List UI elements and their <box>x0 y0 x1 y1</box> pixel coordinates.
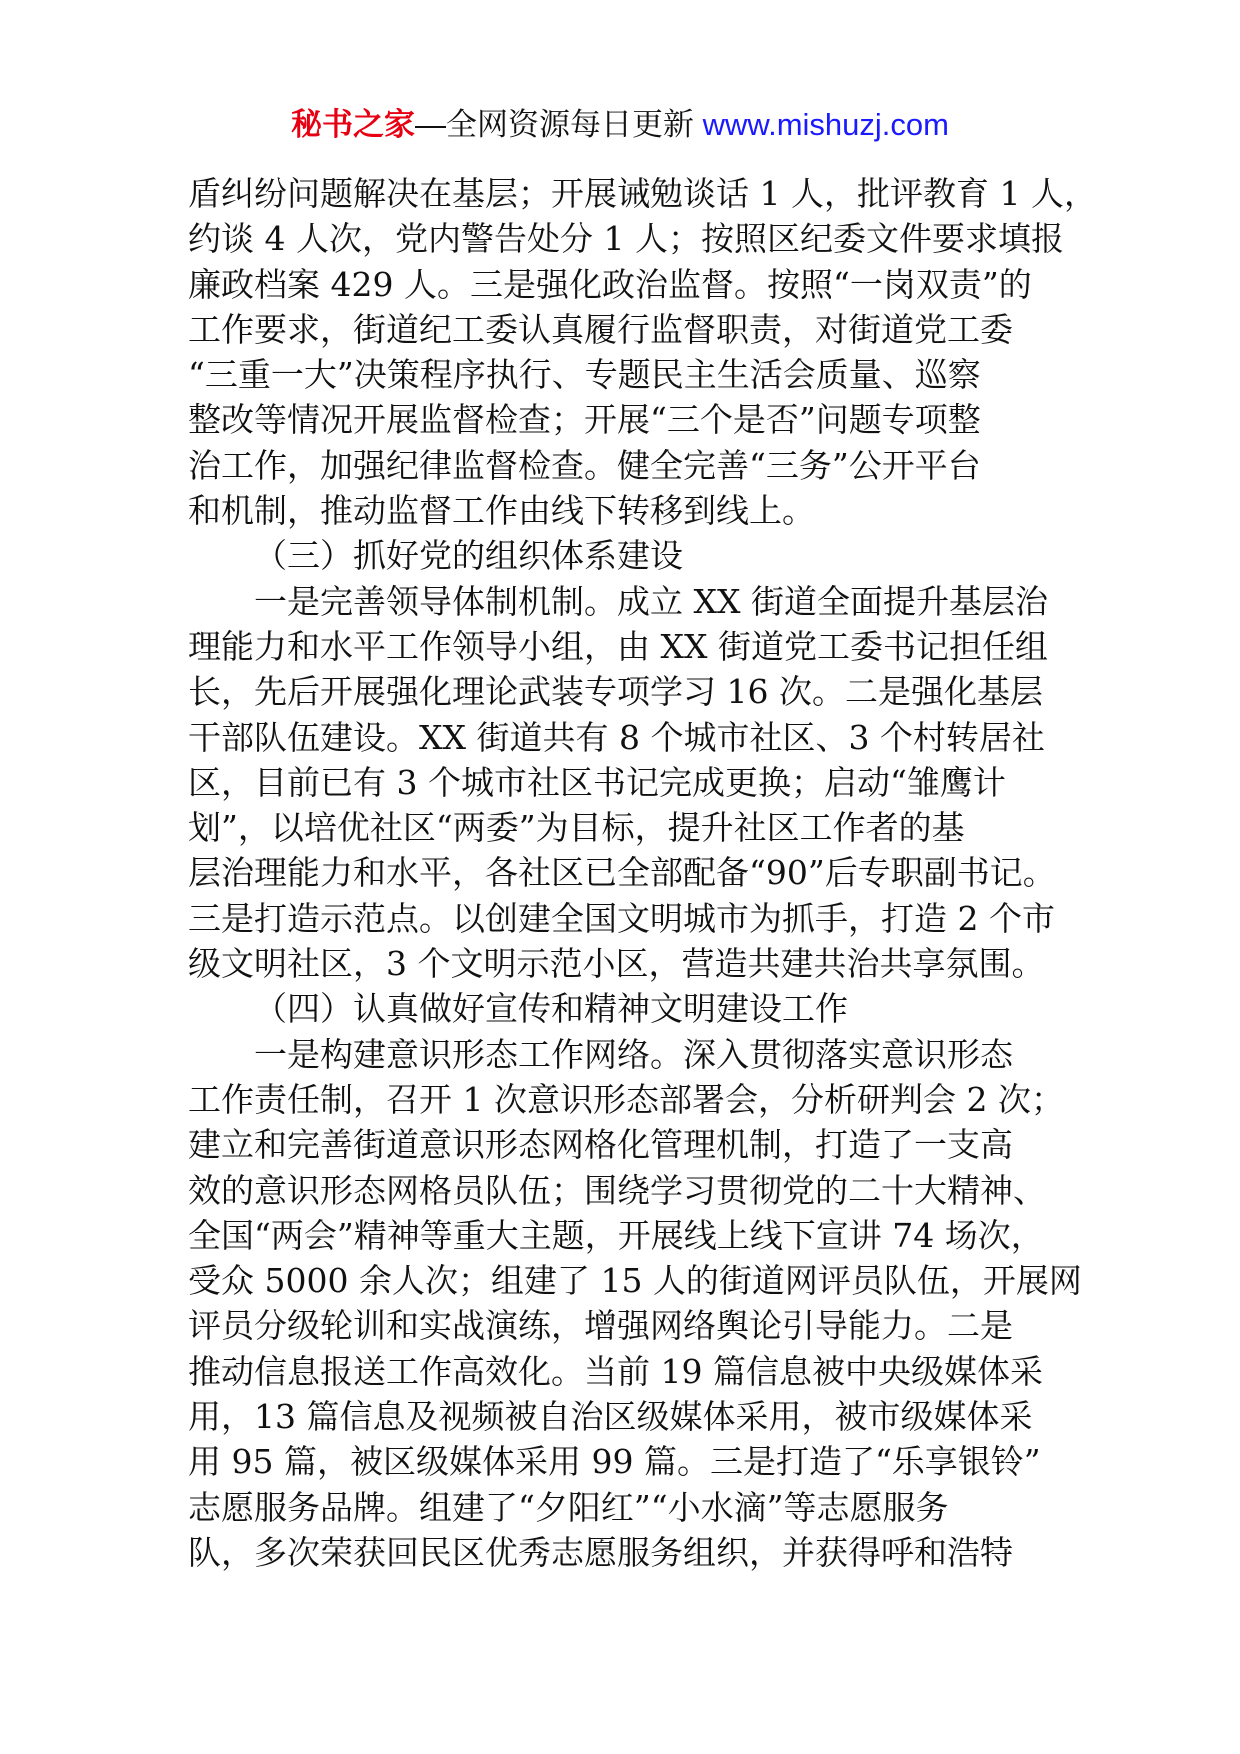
body-line: 廉政档案 429 人。三是强化政治监督。按照“一岗双责”的 <box>188 264 1032 304</box>
body-line: 工作责任制，召开 1 次意识形态部署会，分析研判会 2 次； <box>188 1079 1064 1119</box>
header-slogan: —全网资源每日更新 <box>415 107 703 142</box>
section-heading: （四）认真做好宣传和精神文明建设工作 <box>254 989 848 1029</box>
body-line: 干部队伍建设。XX 街道共有 8 个城市社区、3 个村转居社 <box>188 717 1045 757</box>
body-line: 评员分级轮训和实战演练，增强网络舆论引导能力。二是 <box>188 1306 1013 1346</box>
body-line: “三重一大”决策程序执行、专题民主生活会质量、巡察 <box>188 355 981 395</box>
body-line: 用 95 篇，被区级媒体采用 99 篇。三是打造了“乐享银铃” <box>188 1442 1041 1482</box>
body-line: 一是完善领导体制机制。成立 XX 街道全面提升基层治 <box>254 581 1048 621</box>
body-line: 盾纠纷问题解决在基层；开展诫勉谈话 1 人，批评教育 1 人， <box>188 174 1097 213</box>
body-line: 用，13 篇信息及视频被自治区级媒体采用，被市级媒体采 <box>188 1397 1033 1437</box>
body-line: 划”，以培优社区“两委”为目标，提升社区工作者的基 <box>188 808 965 848</box>
body-line: 长，先后开展强化理论武装专项学习 16 次。二是强化基层 <box>188 672 1043 712</box>
body-line: 一是构建意识形态工作网络。深入贯彻落实意识形态 <box>254 1034 1013 1074</box>
body-line: 建立和完善街道意识形态网格化管理机制，打造了一支高 <box>188 1125 1013 1165</box>
body-line: 理能力和水平工作领导小组，由 XX 街道党工委书记担任组 <box>188 626 1048 666</box>
section-heading: （三）抓好党的组织体系建设 <box>254 536 683 576</box>
header-site-link[interactable]: www.mishuzj.com <box>702 107 949 142</box>
body-line: 和机制，推动监督工作由线下转移到线上。 <box>188 491 815 531</box>
header-brand: 秘书之家 <box>291 107 416 142</box>
body-line: 约谈 4 人次，党内警告处分 1 人；按照区纪委文件要求填报 <box>188 219 1064 259</box>
body-line: 受众 5000 余人次；组建了 15 人的街道网评员队伍，开展网 <box>188 1261 1082 1301</box>
body-line: 推动信息报送工作高效化。当前 19 篇信息被中央级媒体采 <box>188 1351 1043 1391</box>
body-line: 治工作，加强纪律监督检查。健全完善“三务”公开平台 <box>188 445 981 485</box>
page-header <box>0 102 1240 148</box>
body-line: 级文明社区，3 个文明示范小区，营造共建共治共享氛围。 <box>188 944 1045 984</box>
body-line: 全国“两会”精神等重大主题，开展线上线下宣讲 74 场次， <box>188 1215 1044 1255</box>
body-line: 队，多次荣获回民区优秀志愿服务组织，并获得呼和浩特 <box>188 1532 1013 1572</box>
body-line: 志愿服务品牌。组建了“夕阳红”“小水滴”等志愿服务 <box>188 1487 949 1527</box>
document-body <box>188 171 1097 1575</box>
body-line: 工作要求，街道纪工委认真履行监督职责，对街道党工委 <box>188 309 1013 349</box>
body-line: 效的意识形态网格员队伍；围绕学习贯彻党的二十大精神、 <box>188 1170 1046 1210</box>
body-line: 三是打造示范点。以创建全国文明城市为抓手，打造 2 个市 <box>188 898 1055 938</box>
body-line: 区，目前已有 3 个城市社区书记完成更换；启动“雏鹰计 <box>188 762 1006 802</box>
body-line: 整改等情况开展监督检查；开展“三个是否”问题专项整 <box>188 400 981 440</box>
body-line: 层治理能力和水平，各社区已全部配备“90”后专职副书记。 <box>188 853 1056 893</box>
